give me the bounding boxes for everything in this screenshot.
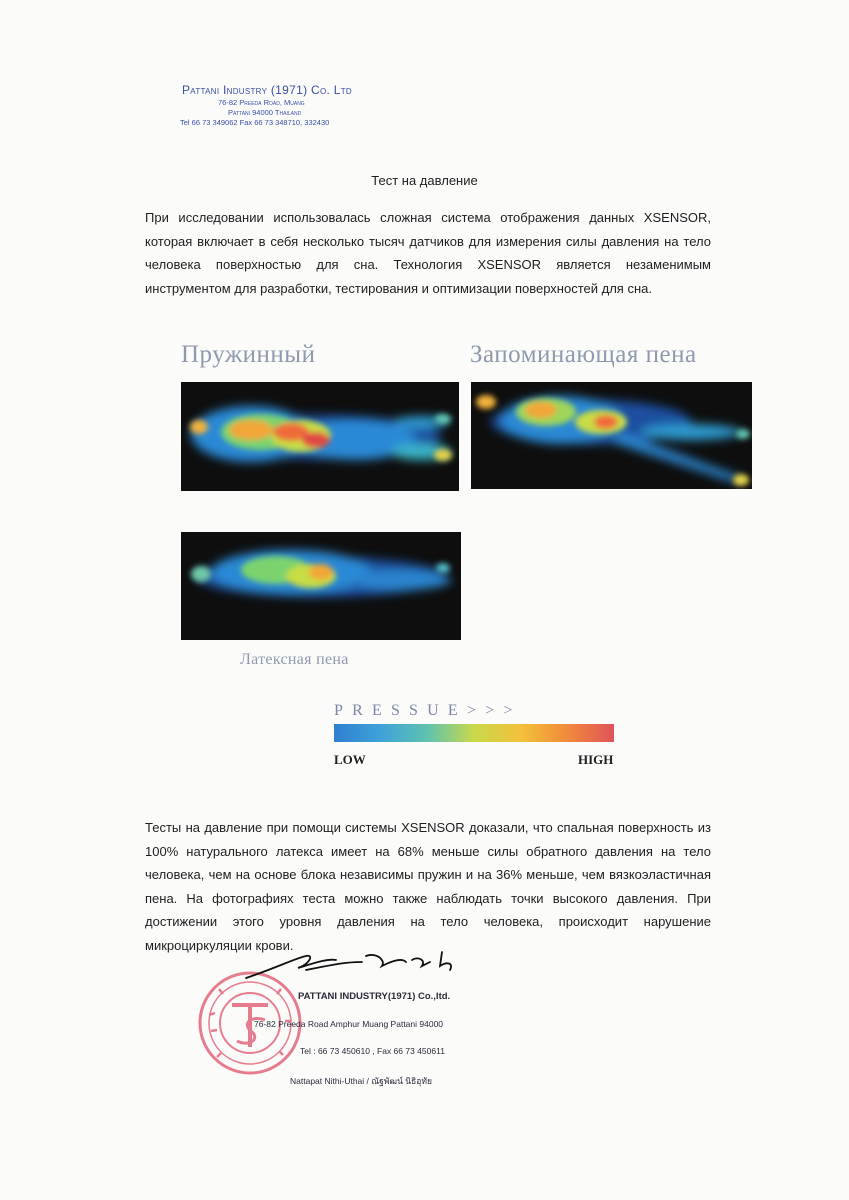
letterhead-company: Pattani Industry (1971) Co. Ltd xyxy=(182,83,353,97)
spring-caption: Пружинный xyxy=(181,341,316,368)
signatory-name: Nattapat Nithi-Uthai / ณัฐพัฒน์ นิธิอุทัย xyxy=(290,1076,432,1086)
signature-company: PATTANI INDUSTRY(1971) Co.,ltd. xyxy=(298,991,451,1002)
memory-foam-heatmap-image xyxy=(471,382,752,489)
signature-block xyxy=(254,991,451,1086)
pressure-color-scale xyxy=(334,724,614,742)
letterhead-address-line2: Pattani 94000 Thailand xyxy=(228,108,302,118)
conclusion-paragraph: Тесты на давление при помощи системы XSENSOR доказали, что спальная поверхность из 100% натурального латекса имеет на 68% меньше силы обратного давления на тело человека, чем на основе блока независимы пружин и на 36% меньше, чем вязкоэластичная пена. На фотографиях теста можно также наблюдать точки высокого давления. При достижении этого уровня давления на тело человека, происходит нарушение микроциркуляции крови. xyxy=(145,820,711,953)
signature-phone-fax: Tel : 66 73 450610 , Fax 66 73 450611 xyxy=(300,1046,445,1056)
latex-foam-heatmap-image xyxy=(181,532,461,640)
letterhead xyxy=(182,82,442,129)
pressure-high-label: HIGH xyxy=(578,752,614,767)
intro-paragraph: При исследовании использовалась сложная система отображения данных XSENSOR, которая включает в себя несколько тысяч датчиков для измерения силы давления на тело человека поверхностью для сна. Технология XSENSOR является незаменимым инструментом для разработки, тестирования и оптимизации поверхностей для сна. xyxy=(145,210,711,296)
handwritten-signature xyxy=(236,938,486,988)
pressure-low-label: LOW xyxy=(334,752,366,767)
pressure-scale-label: PRESSUE>>> xyxy=(334,702,522,719)
document-title: Тест на давление xyxy=(371,173,478,188)
memory-foam-caption: Запоминающая пена xyxy=(470,341,697,368)
signature-address: 76-82 Preeda Road Amphur Muang Pattani 94000 xyxy=(254,1019,444,1029)
latex-foam-caption: Латексная пена xyxy=(240,651,349,668)
spring-heatmap-image xyxy=(181,382,459,491)
letterhead-phone-fax: Tel 66 73 349062 Fax 66 73 348710, 332430 xyxy=(180,118,330,128)
letterhead-address-line1: 76-82 Preeda Road, Muang xyxy=(218,98,305,108)
